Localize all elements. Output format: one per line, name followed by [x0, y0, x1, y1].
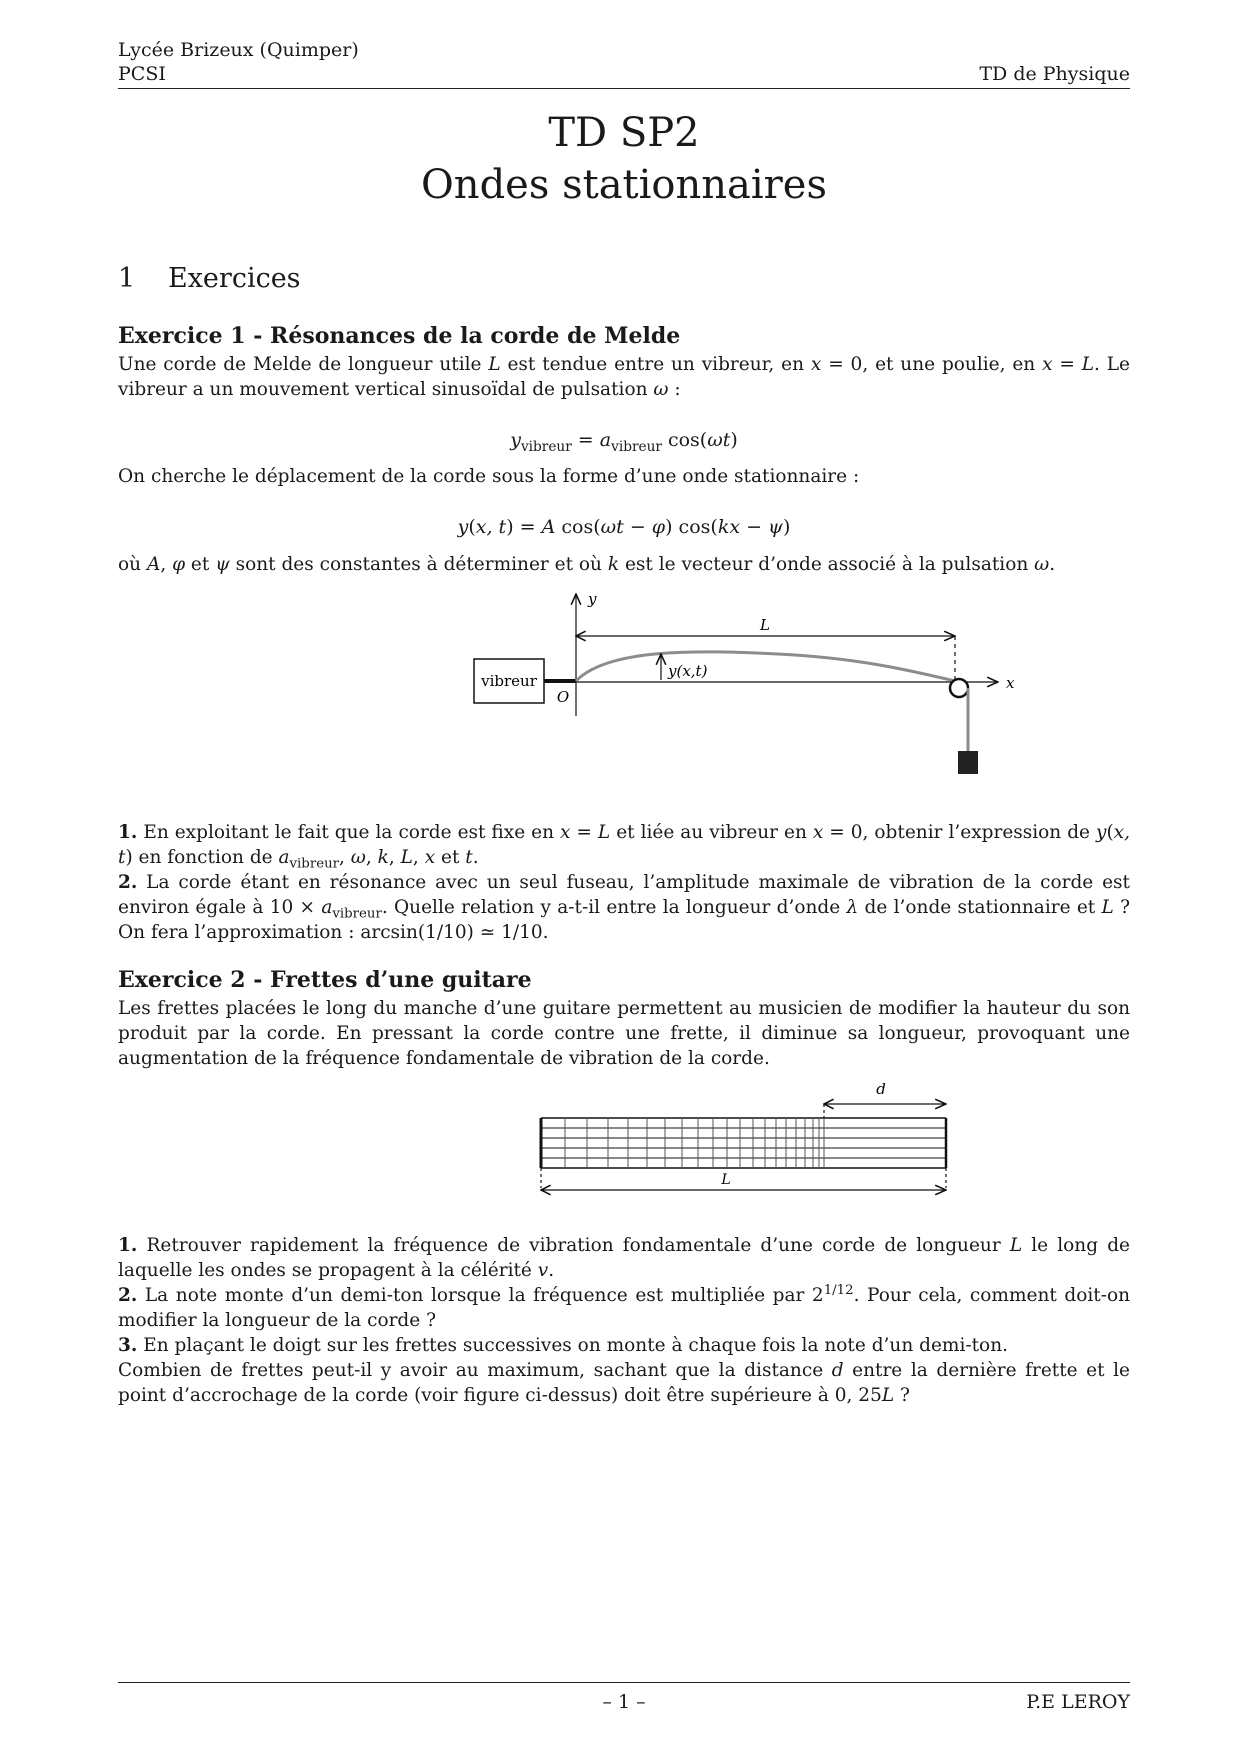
document-page — [118, 0, 1130, 1754]
pulley — [950, 679, 968, 697]
guitar-strings — [541, 1118, 946, 1168]
section-number: 1 — [118, 263, 136, 294]
vibreur-label: vibreur — [481, 672, 537, 690]
exercise-2-questions: 1. Retrouver rapidement la fréquence de vibration fondamentale d’une corde de longueur L le long de laquelle les ondes se propagent à la célérité v. 2. La note monte d’un demi-ton lorsque la fréquence est multipliée par $2^{1/12}$. Pour cela, comment doit-on modifier la longueur de la corde ? 3. En plaçant le doigt sur les frettes successives on monte à chaque fois la note d’un demi-ton. Combien de frettes peut-il y avoir au maximum, sachant que la distance d entre la dernière frette et le point d’accrochage de la corde (voir figure ci-dessus) doit être supérieure à 0, 25L ? — [118, 1235, 1130, 1406]
exercise-1-intro: Une corde de Melde de longueur utile L est tendue entre un vibreur, en x = 0, et une poulie, en x = L. Le vibreur a un mouvement vertical sinusoïdal de pulsation ω : — [118, 354, 1131, 400]
equation-standing-wave: y(x, t) = A cos(ωt − φ) cos(kx − ψ) — [457, 516, 791, 538]
displacement-label: y(x,t) — [668, 662, 708, 680]
section-title: Exercices — [168, 263, 301, 294]
exercise-1-text-3: où A, φ et ψ sont des constantes à déterminer et où k est le vecteur d’onde associé à la pulsation ω. — [118, 554, 1056, 575]
melde-figure — [338, 588, 1038, 798]
y-axis-label: y — [588, 590, 597, 608]
author-name: P.E LEROY — [1026, 1691, 1130, 1713]
length-label: L — [760, 616, 770, 634]
footer-rule — [118, 1682, 1130, 1683]
exercise-2-heading: Exercice 2 - Frettes d’une guitare — [118, 967, 532, 993]
class-name: PCSI — [118, 63, 166, 85]
equation-vibreur: $y_{vibreur} = a_{vibreur}$ cos(ωt) — [510, 429, 738, 455]
doc-title: TD SP2 — [548, 110, 700, 156]
section-heading — [118, 262, 301, 296]
course-name: TD de Physique — [979, 63, 1130, 85]
origin-label: O — [556, 688, 570, 706]
exercise-2-intro: Les frettes placées le long du manche d’une guitare permettent au musicien de modifier la hauteur du son produit par la corde. En pressant la corde contre une frette, il diminue sa longueur, provoquant une augmentation de la fréquence fondamentale de vibration de la corde. — [118, 998, 1130, 1069]
doc-subtitle: Ondes stationnaires — [421, 162, 827, 208]
exercise-1-heading: Exercice 1 - Résonances de la corde de Melde — [118, 323, 681, 349]
hanging-mass — [958, 751, 978, 774]
exercise-1-questions: 1. En exploitant le fait que la corde est fixe en x = L et liée au vibreur en x = 0, obtenir l’expression de y(x, t) en fonction de $a_{vibreur}$, ω, k, L, x et t. 2. La corde étant en résonance avec un seul fuseau, l’amplitude maximale de vibration de la corde est environ égale à $10 \times a_{vibreur}$. Quelle relation y a-t-il entre la longueur d’onde λ de l’onde stationnaire et L ? On fera l’approximation : arcsin(1/10) ≃ 1/10. — [118, 822, 1130, 943]
d-label: d — [876, 1080, 886, 1098]
guitar-figure — [408, 1078, 968, 1208]
header-rule — [118, 88, 1130, 89]
string-curve — [576, 652, 955, 681]
school-name: Lycée Brizeux (Quimper) — [118, 39, 359, 61]
exercise-1-text-2: On cherche le déplacement de la corde sous la forme d’une onde stationnaire : — [118, 466, 860, 487]
page-number: – 1 – — [602, 1691, 646, 1713]
L-label: L — [721, 1172, 731, 1188]
frets — [565, 1118, 824, 1168]
x-axis-label: x — [1006, 674, 1015, 692]
